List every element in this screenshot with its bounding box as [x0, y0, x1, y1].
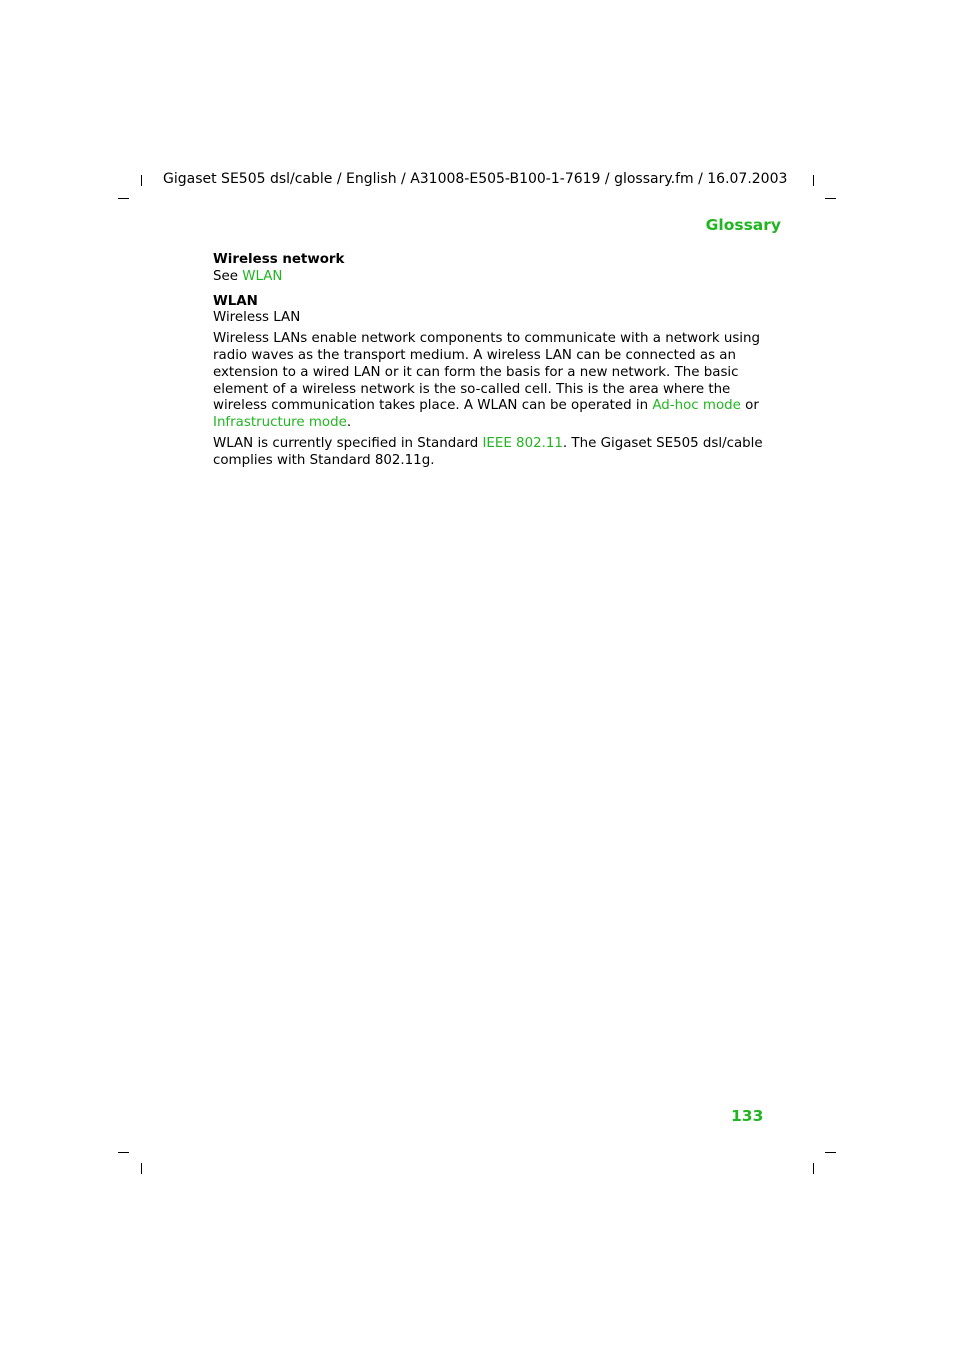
file-info-header: Gigaset SE505 dsl/cable / English / A31008-E505-B100-1-7619 / glossary.fm / 16.07.2003	[163, 171, 788, 187]
entry-wireless-network	[213, 252, 765, 286]
see-reference	[213, 269, 765, 286]
para2-text: WLAN is currently specified in Standard	[213, 435, 483, 451]
crop-mark-top-left-horizontal	[118, 198, 129, 199]
wlan-subtitle: Wireless LAN	[213, 310, 301, 326]
term-wireless-network: Wireless network	[213, 252, 345, 267]
link-ieee-802-11[interactable]: IEEE 802.11	[482, 435, 563, 451]
glossary-content	[213, 252, 765, 470]
link-ad-hoc-mode[interactable]: Ad-hoc mode	[652, 398, 741, 414]
crop-mark-top-right-horizontal	[825, 198, 836, 199]
wlan-standard-paragraph	[213, 436, 765, 470]
link-infrastructure-mode[interactable]: Infrastructure mode	[213, 415, 347, 431]
crop-mark-top-left-vertical	[141, 175, 142, 186]
para2-end: . The Gigaset SE505 dsl/cable complies with Standard 802.11g.	[213, 435, 763, 468]
wlan-description-paragraph	[213, 331, 765, 432]
crop-mark-bottom-left-vertical	[141, 1163, 142, 1174]
section-title: Glossary	[705, 216, 781, 234]
para1-text: Wireless LANs enable network components to communicate with a network using radio waves as the transport medium. A wireless LAN can be connected as an extension to a wired LAN or it can form the basis for a new network. The basic element of a wireless network is the so-called cell. This is the area where the wireless communication takes place. A WLAN can be operated in	[213, 331, 761, 414]
link-wlan[interactable]: WLAN	[242, 268, 283, 284]
crop-mark-bottom-left-horizontal	[118, 1152, 129, 1153]
term-wlan: WLAN	[213, 293, 258, 309]
entry-wlan	[213, 294, 765, 470]
page-number: 133	[731, 1107, 764, 1125]
crop-mark-top-right-vertical	[813, 175, 814, 186]
para1-end: .	[346, 415, 352, 431]
see-prefix: See	[213, 268, 243, 284]
para1-mid: or	[740, 398, 759, 414]
crop-mark-bottom-right-horizontal	[825, 1152, 836, 1153]
crop-mark-bottom-right-vertical	[813, 1163, 814, 1174]
